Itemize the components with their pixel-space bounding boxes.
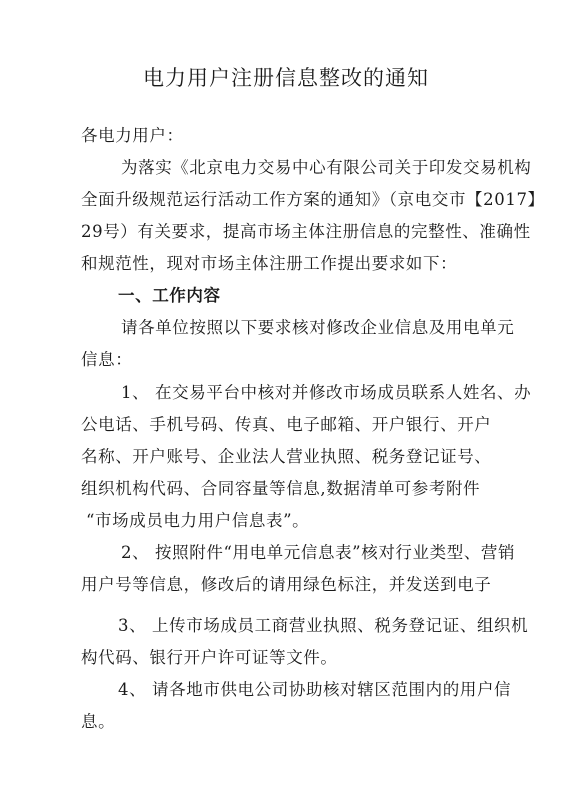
item1-line-5: “市场成员电力用户信息表”。: [86, 511, 310, 530]
document-title: 电力用户注册信息整改的通知: [143, 66, 429, 90]
intro-line-4: 和规范性，现对市场主体注册工作提出要求如下：: [81, 254, 458, 273]
section-intro-line-1: 请各单位按照以下要求核对修改企业信息及用电单元: [121, 318, 515, 337]
item3-line-2: 构代码、银行开户许可证等文件。: [81, 648, 338, 667]
item4-line-2: 息。: [81, 712, 116, 731]
salutation: 各电力用户：: [81, 126, 184, 145]
intro-line-2: 全面升级规范运行活动工作方案的通知》（京电交市【2017】: [81, 190, 545, 209]
section-heading: 一、工作内容: [118, 286, 221, 305]
intro-line-3: 29号）有关要求，提高市场主体注册信息的完整性、准确性: [81, 222, 531, 241]
item1-line-4: 组织机构代码、合同容量等信息,数据清单可参考附件: [81, 479, 481, 498]
section-intro-line-2: 信息：: [81, 350, 133, 369]
item1-line-3: 名称、开户账号、企业法人营业执照、税务登记证号、: [81, 447, 492, 466]
item2-line-1: 2、 按照附件“用电单元信息表”核对行业类型、营销: [121, 543, 516, 562]
item1-line-2: 公电话、手机号码、传真、电子邮箱、开户银行、开户: [81, 415, 492, 434]
item2-line-2: 用户号等信息，修改后的请用绿色标注，并发送到电子: [81, 575, 492, 594]
item4-line-1: 4、 请各地市供电公司协助核对辖区范围内的用户信: [118, 680, 512, 699]
item1-line-1: 1、 在交易平台中核对并修改市场成员联系人姓名、办: [121, 383, 532, 402]
intro-line-1: 为落实《北京电力交易中心有限公司关于印发交易机构: [121, 158, 532, 177]
item3-line-1: 3、 上传市场成员工商营业执照、税务登记证、组织机: [118, 616, 529, 635]
